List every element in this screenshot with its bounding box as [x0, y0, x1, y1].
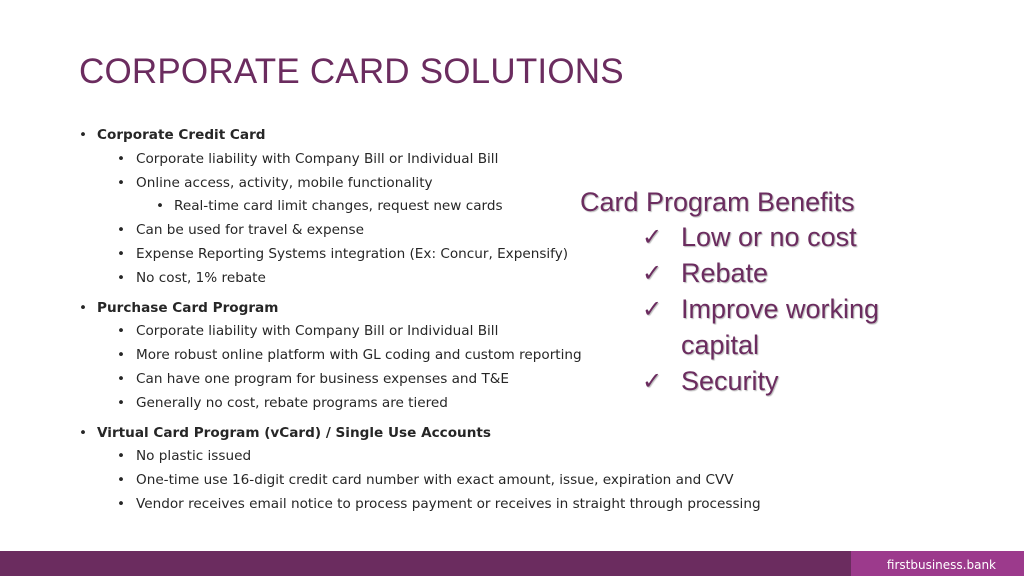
- list-item: One-time use 16-digit credit card number with exact amount, issue, expiration and CVV: [136, 472, 734, 489]
- bullet-icon: •: [79, 127, 88, 143]
- checkmark-icon: ✓: [642, 295, 663, 323]
- bullet-icon: •: [117, 448, 126, 465]
- benefit-item: [580, 291, 940, 363]
- bullet-icon: •: [117, 347, 126, 364]
- list-item: Generally no cost, rebate programs are tiered: [136, 394, 448, 411]
- bullet-icon: •: [117, 370, 126, 387]
- list-item: Vendor receives email notice to process payment or receives in straight through processing: [136, 495, 761, 512]
- list-item: No plastic issued: [136, 448, 252, 465]
- section-virtual-card-program: [76, 422, 796, 517]
- bullet-icon: •: [117, 394, 126, 411]
- benefits-title: Card Program Benefits: [580, 187, 855, 217]
- footer-url: firstbusiness.bank: [886, 558, 996, 572]
- list-item: Online access, activity, mobile functionality: [136, 174, 433, 191]
- bullet-icon: •: [79, 424, 88, 441]
- list-item: Corporate liability with Company Bill or Individual Bill: [136, 150, 499, 167]
- list-item: No cost, 1% rebate: [136, 269, 266, 286]
- bullet-icon: •: [117, 269, 126, 286]
- benefit-item: [580, 219, 940, 255]
- bullet-icon: •: [117, 245, 126, 262]
- benefit-label: Security: [681, 366, 779, 396]
- card-program-benefits: [580, 185, 940, 399]
- list-item: Corporate liability with Company Bill or Individual Bill: [136, 323, 499, 340]
- section-heading: Purchase Card Program: [97, 299, 279, 316]
- list-item: Expense Reporting Systems integration (Ex: Concur, Expensify): [136, 245, 569, 262]
- bullet-icon: •: [117, 174, 126, 191]
- list-item: Can be used for travel & expense: [136, 222, 364, 239]
- list-item: More robust online platform with GL coding and custom reporting: [136, 347, 582, 364]
- bullet-icon: •: [117, 472, 126, 489]
- bullet-icon: •: [117, 222, 126, 239]
- benefit-item: [580, 255, 940, 291]
- checkmark-icon: ✓: [642, 223, 663, 251]
- bullet-icon: •: [117, 150, 126, 167]
- bullet-icon: •: [156, 198, 165, 215]
- bullet-icon: •: [117, 495, 126, 512]
- benefit-item: [580, 363, 940, 399]
- checkmark-icon: ✓: [642, 367, 663, 395]
- slide-title: CORPORATE CARD SOLUTIONS: [79, 52, 624, 91]
- bullet-icon: •: [117, 323, 126, 340]
- list-item: Real-time card limit changes, request new cards: [174, 198, 503, 215]
- checkmark-icon: ✓: [642, 259, 663, 287]
- section-heading: Virtual Card Program (vCard) / Single Use Accounts: [97, 424, 491, 441]
- benefit-label: Low or no cost: [681, 222, 857, 252]
- benefit-label: Rebate: [681, 258, 769, 288]
- list-item: Can have one program for business expenses and T&E: [136, 370, 509, 387]
- benefit-label: Improve working capital: [681, 294, 880, 360]
- footer-bar: [0, 551, 1024, 576]
- section-heading: Corporate Credit Card: [97, 127, 266, 143]
- bullet-icon: •: [79, 299, 88, 316]
